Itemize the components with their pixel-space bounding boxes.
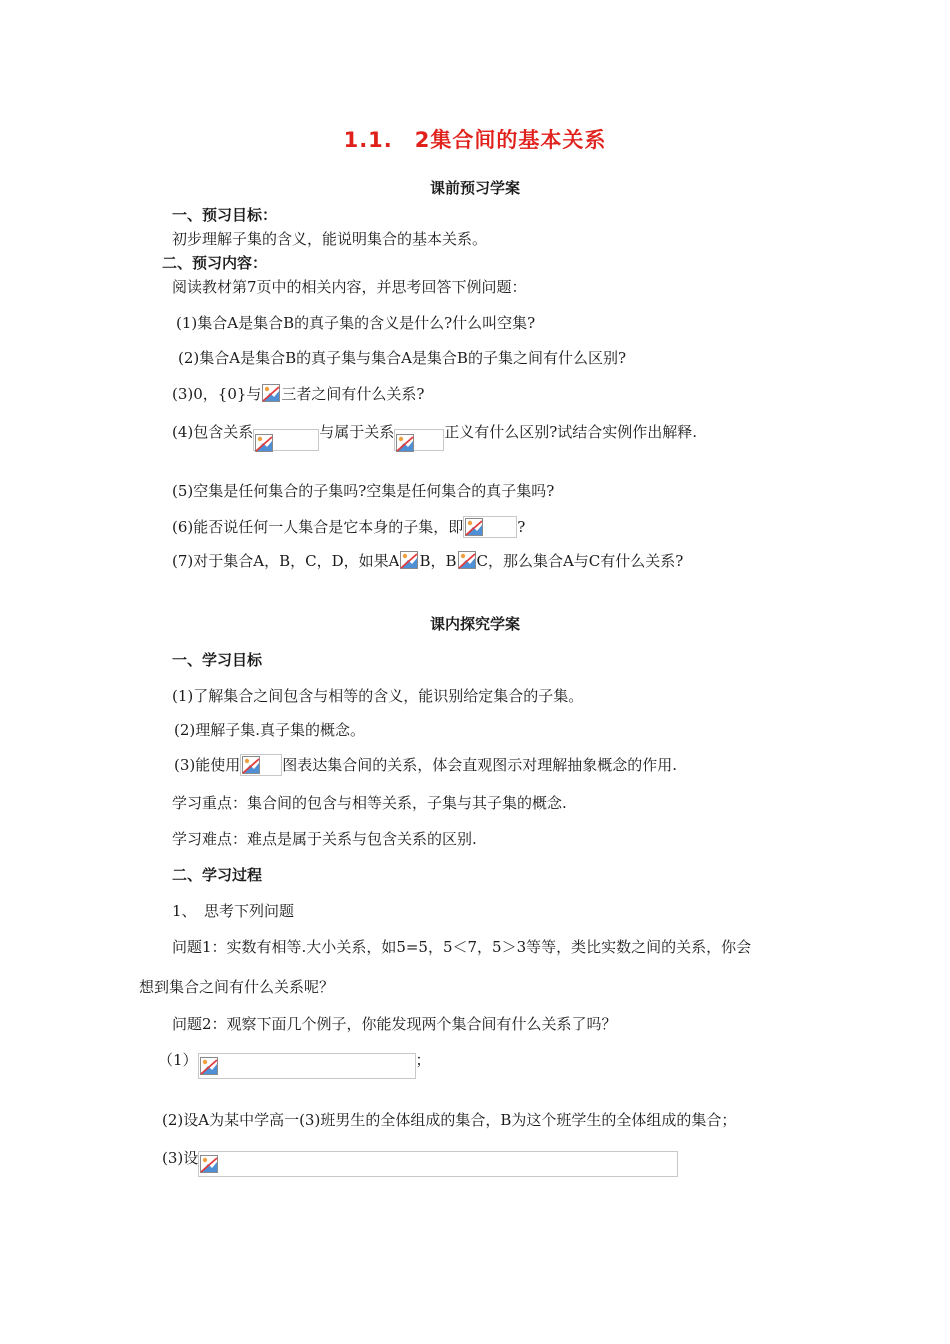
goal-2: (2)理解子集.真子集的概念。: [174, 721, 366, 739]
broken-image-icon: [457, 550, 477, 572]
page-title: 1.1. 2集合间的基本关系: [343, 128, 607, 152]
preview-goal-text: 初步理解子集的含义，能说明集合的基本关系。: [172, 230, 488, 248]
question-5: (5)空集是任何集合的子集吗?空集是任何集合的真子集吗?: [172, 482, 555, 500]
example-3: (3)设: [162, 1148, 678, 1177]
question-6: (6)能否说任何一人集合是它本身的子集，即 ?: [172, 518, 526, 536]
step-1: 1、 思考下列问题: [172, 902, 295, 920]
question-3: (3)0，{0}与 三者之间有什么关系?: [172, 385, 425, 403]
question-2: (2)集合A是集合B的真子集与集合A是集合B的子集之间有什么区别?: [178, 349, 627, 367]
preview-intro: 阅读教材第7页中的相关内容，并思考回答下例问题：: [172, 278, 527, 296]
example-2: (2)设A为某中学高一(3)班男生的全体组成的集合，B为这个班学生的全体组成的集合；: [162, 1111, 737, 1129]
goal-3: (3)能使用 图表达集合间的关系，体会直观图示对理解抽象概念的作用.: [174, 756, 678, 774]
learning-difficulty: 学习难点：难点是属于关系与包含关系的区别.: [172, 830, 477, 848]
broken-image-icon: [253, 429, 319, 451]
section-heading-inclass: 课内探究学案: [429, 615, 520, 633]
broken-image-icon: [198, 1053, 416, 1079]
example-1: （1） ；: [158, 1050, 431, 1079]
question-1: (1)集合A是集合B的真子集的含义是什么?什么叫空集?: [176, 314, 536, 332]
broken-image-icon: [399, 550, 419, 572]
broken-image-icon: [261, 383, 281, 405]
problem-2: 问题2：观察下面几个例子，你能发现两个集合间有什么关系了吗？: [172, 1015, 617, 1033]
broken-image-icon: [198, 1151, 678, 1177]
learning-focus: 学习重点：集合间的包含与相等关系，子集与其子集的概念.: [172, 794, 567, 812]
question-4: (4)包含关系 与属于关系 正义有什么区别?试结合实例作出解释.: [172, 422, 697, 451]
section-heading-preview: 课前预习学案: [429, 179, 520, 197]
question-7: (7)对于集合A，B，C，D，如果A B，B C，那么集合A与C有什么关系?: [172, 552, 684, 570]
problem-1-line-2: 想到集合之间有什么关系呢？: [139, 978, 335, 996]
preview-content-heading: 二、预习内容：: [162, 254, 268, 272]
process-heading: 二、学习过程: [172, 866, 263, 884]
preview-goal-heading: 一、预习目标：: [172, 206, 278, 224]
inclass-goal-heading: 一、学习目标: [172, 651, 263, 669]
goal-1: (1)了解集合之间包含与相等的含义，能识别给定集合的子集。: [172, 687, 584, 705]
broken-image-icon: [394, 429, 444, 451]
problem-1-line-1: 问题1：实数有相等.大小关系，如5=5，5＜7，5＞3等等，类比实数之间的关系，你会: [172, 938, 752, 956]
broken-image-icon: [463, 516, 517, 538]
broken-image-icon: [240, 754, 282, 776]
